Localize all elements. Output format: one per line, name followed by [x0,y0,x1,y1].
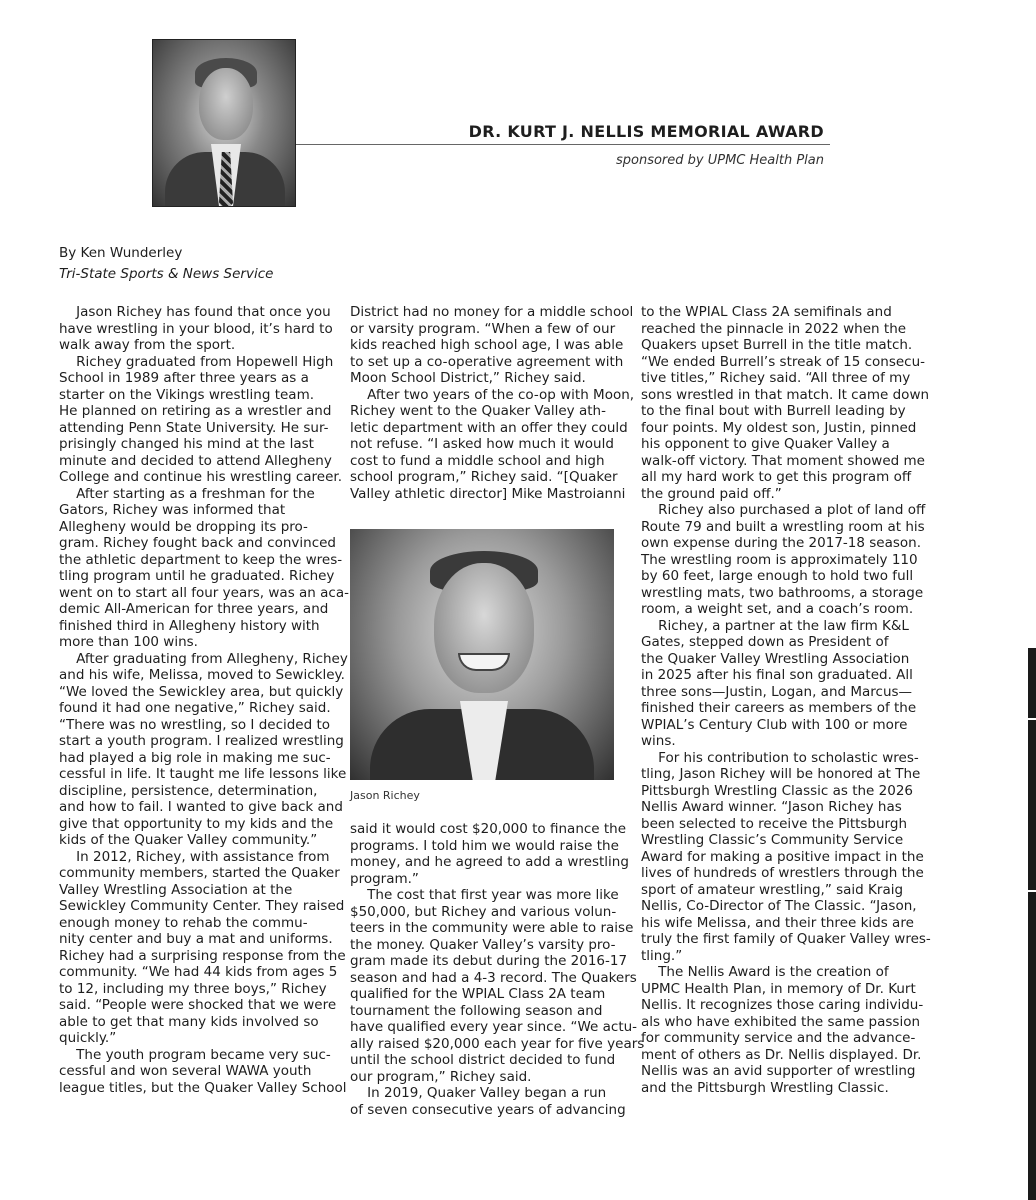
article-line: Wrestling Classic’s Community Service [641,832,904,848]
jason-richey-photo [350,529,614,780]
article-line: reached the pinnacle in 2022 when the [641,320,907,337]
article-line: said it would cost $20,000 to finance the [350,821,627,837]
photo-caption: Jason Richey [350,789,420,802]
article-line: demic All-American for three years, and [59,601,329,617]
article-line: lives of hundreds of wrestlers through the [641,865,924,881]
article-line: The cost that first year was more like [350,887,619,903]
article-line: “There was no wrestling, so I decided to [59,716,331,733]
article-line: School in 1989 after three years as a [59,370,309,386]
article-line: and how to fail. I wanted to give back and [59,799,343,815]
article-line: The wrestling room is approximately 110 [641,551,918,568]
article-line: money, and he agreed to add a wrestling [350,854,629,870]
article-line: “We ended Burrell’s streak of 15 consecu- [641,353,926,370]
article-line: tling program until he graduated. Richey [59,568,335,584]
article-line: and his wife, Melissa, moved to Sewickley. [59,667,345,683]
article-line: He planned on retiring as a wrestler and [59,403,332,419]
article-line: give that opportunity to my kids and the [59,815,334,832]
article-line: Richey graduated from Hopewell High [59,353,334,370]
article-line: by 60 feet, large enough to hold two full [641,568,914,584]
article-line: Route 79 and built a wrestling room at his [641,518,925,535]
article-line: and the Pittsburgh Wrestling Classic. [641,1079,889,1096]
article-line: Nellis was an avid supporter of wrestling [641,1063,916,1079]
article-line: found it had one negative,” Richey said. [59,700,331,716]
article-line: $50,000, but Richey and various volun- [350,903,617,920]
title-divider [296,144,830,145]
article-line: able to get that many kids involved so [59,1013,319,1030]
article-line: league titles, but the Quaker Valley School [59,1079,347,1096]
kurt-nellis-photo [152,39,296,207]
article-line: community members, started the Quaker [59,865,340,881]
article-line: tling.” [641,947,683,964]
article-line: College and continue his wrestling career. [59,469,342,485]
article-line: of seven consecutive years of advancing [350,1101,626,1118]
article-line: his wife Melissa, and their three kids are [641,914,914,931]
article-line: minute and decided to attend Allegheny [59,452,332,469]
article-line: to the final bout with Burrell leading by [641,403,906,419]
article-line: Nellis, Co-Director of The Classic. “Jason, [641,898,917,914]
article-line: ally raised $20,000 each year for five years [350,1035,645,1052]
article-line: own expense during the 2017-18 season. [641,535,922,551]
article-line: had played a big role in making me suc- [59,749,331,766]
sponsor-line: sponsored by UPMC Health Plan [615,153,824,168]
article-line: The youth program became very suc- [59,1046,331,1063]
article-line: Moon School District,” Richey said. [350,370,586,386]
article-line: gram. Richey fought back and convinced [59,535,336,551]
article-line: tive titles,” Richey said. “All three of my [641,370,911,386]
article-line: programs. I told him we would raise the [350,837,619,854]
article-line: been selected to receive the Pittsburgh [641,815,907,832]
article-line: our program,” Richey said. [350,1068,532,1085]
article-line: room, a weight set, and a coach’s room. [641,601,914,617]
article-line: Allegheny would be dropping its pro- [59,518,308,535]
article-line: Nellis Award winner. “Jason Richey has [641,799,902,815]
article-line: or varsity program. “When a few of our [350,320,616,337]
article-line: have wrestling in your blood, it’s hard to [59,320,333,337]
news-service: Tri-State Sports & News Service [59,266,274,282]
photo-face [434,563,534,693]
article-line: to the WPIAL Class 2A semifinals and [641,304,892,320]
article-line: WPIAL’s Century Club with 100 or more [641,716,908,733]
article-line: prisingly changed his mind at the last [59,436,314,452]
article-line: gram made its debut during the 2016-17 [350,953,628,969]
article-line: to set up a co-operative agreement with [350,353,624,370]
article-line: After graduating from Allegheny, Richey [59,650,348,667]
article-line: The Nellis Award is the creation of [641,964,889,980]
article-line: have qualified every year since. “We actu- [350,1019,638,1035]
article-column-1 [59,304,349,1096]
article-column-2-top [350,304,635,502]
article-line: finished third in Allegheny history with [59,617,320,634]
article-line: in 2025 after his final son graduated. All [641,667,913,683]
article-line: letic department with an offer they could [350,419,628,436]
article-line: school program,” Richey said. “[Quaker [350,469,618,485]
article-line: Gates, stepped down as President of [641,634,889,650]
article-line: Quakers upset Burrell in the title match. [641,337,913,353]
article-line: wrestling mats, two bathrooms, a storage [641,584,924,601]
article-line: to 12, including my three boys,” Richey [59,980,327,997]
page-edge-mark [1026,890,1036,892]
article-line: enough money to rehab the commu- [59,914,308,931]
article-line: all my hard work to get this program off [641,469,912,485]
page-edge-mark [1026,718,1036,720]
byline [59,243,273,285]
article-line: “We loved the Sewickley area, but quickly [59,683,344,700]
article-line: Valley athletic director] Mike Mastroianni [350,485,626,502]
article-line: For his contribution to scholastic wres- [641,749,919,766]
article-line: the athletic department to keep the wres- [59,551,343,568]
article-line: not refuse. “I asked how much it would [350,436,614,452]
article-line: cost to fund a middle school and high [350,452,605,469]
article-line: teers in the community were able to raise [350,920,634,936]
article-line: tournament the following season and [350,1002,603,1019]
article-line: wins. [641,733,676,749]
article-line: After starting as a freshman for the [59,485,315,502]
article-line: said. “People were shocked that we were [59,997,337,1013]
author: By Ken Wunderley [59,245,183,261]
article-line: sons wrestled in that match. It came down [641,386,930,403]
article-line: Richey also purchased a plot of land off [641,502,926,518]
article-line: In 2019, Quaker Valley began a run [350,1085,607,1101]
article-line: the ground paid off.” [641,485,782,502]
article-line: starter on the Vikings wrestling team. [59,386,315,403]
award-title: DR. KURT J. NELLIS MEMORIAL AWARD [468,122,824,141]
article-line: until the school district decided to fund [350,1052,616,1068]
article-line: sport of amateur wrestling,” said Kraig [641,881,904,898]
article-line: Pittsburgh Wrestling Classic as the 2026 [641,782,913,799]
article-column-2-bottom [350,821,645,1118]
article-line: walk-off victory. That moment showed me [641,452,925,469]
article-line: qualified for the WPIAL Class 2A team [350,986,606,1002]
article-line: for community service and the advance- [641,1030,916,1046]
article-line: Valley Wrestling Association at the [59,881,293,898]
article-line: cessful and won several WAWA youth [59,1063,312,1079]
article-line: kids of the Quaker Valley community.” [59,832,318,848]
article-line: went on to start all four years, was an aca- [59,584,349,601]
article-line: the Quaker Valley Wrestling Association [641,650,910,667]
article-line: program.” [350,870,419,887]
article-line: Jason Richey has found that once you [59,304,331,320]
article-line: kids reached high school age, I was able [350,337,624,353]
article-line: attending Penn State University. He sur- [59,419,329,436]
article-line: his opponent to give Quaker Valley a [641,436,890,452]
article-column-3 [641,304,931,1096]
article-line: more than 100 wins. [59,634,198,650]
article-line: ment of others as Dr. Nellis displayed. Dr. [641,1046,922,1063]
article-line: nity center and buy a mat and uniforms. [59,931,333,947]
article-line: als who have exhibited the same passion [641,1013,921,1030]
article-line: discipline, persistence, determination, [59,782,318,799]
article-line: start a youth program. I realized wrestling [59,733,344,749]
article-line: season and had a 4-3 record. The Quakers [350,969,637,986]
article-line: quickly.” [59,1030,117,1046]
article-line: Sewickley Community Center. They raised [59,898,345,914]
article-line: Nellis. It recognizes those caring individu- [641,997,924,1013]
article-line: finished their careers as members of the [641,700,917,716]
article-line: four points. My oldest son, Justin, pinned [641,419,917,436]
article-line: three sons—Justin, Logan, and Marcus— [641,683,913,700]
article-line: Gators, Richey was informed that [59,502,286,518]
article-line: Richey had a surprising response from the [59,947,346,964]
article-line: truly the first family of Quaker Valley wres- [641,931,931,947]
article-line: tling, Jason Richey will be honored at The [641,766,921,782]
article-line: In 2012, Richey, with assistance from [59,848,330,865]
article-line: walk away from the sport. [59,337,236,353]
page-edge-bar [1028,648,1036,1200]
article-line: UPMC Health Plan, in memory of Dr. Kurt [641,980,916,997]
article-line: After two years of the co-op with Moon, [350,386,635,403]
article-line: community. “We had 44 kids from ages 5 [59,964,338,980]
article-line: Richey went to the Quaker Valley ath- [350,403,606,419]
article-line: Richey, a partner at the law firm K&L [641,617,909,634]
article-line: the money. Quaker Valley’s varsity pro- [350,936,616,953]
article-line: cessful in life. It taught me life lessons like [59,766,347,782]
article-line: Award for making a positive impact in the [641,848,924,865]
article-line: District had no money for a middle school [350,304,634,320]
photo-face [199,68,253,140]
